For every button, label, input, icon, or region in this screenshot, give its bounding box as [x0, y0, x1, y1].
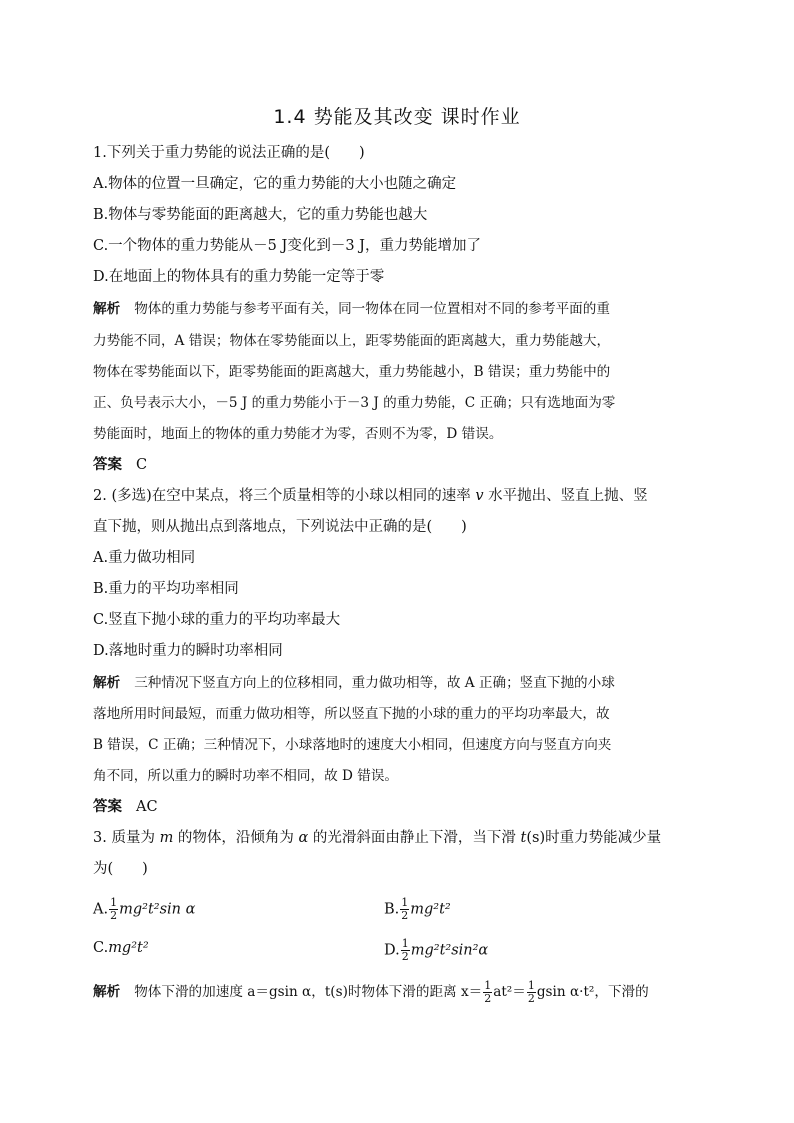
q2-stem-line-2: 直下抛，则从抛出点到落地点，下列说法中正确的是( )	[93, 519, 467, 535]
q2-analysis-line-1: 解析 三种情况下竖直方向上的位移相同，重力做功相等，故 A 正确；竖直下抛的小球	[93, 675, 615, 691]
fraction-one-half: $\frac{1}{2}$	[401, 937, 409, 963]
q3-option-a: A. $\frac{1}{2}$ mg²t²sin α	[93, 896, 196, 922]
q2-analysis-line-2: 落地所用时间最短，而重力做功相等，所以竖直下抛的小球的重力的平均功率最大，故	[93, 706, 610, 722]
q1-answer-label: 答案	[93, 457, 122, 473]
q3-analysis-label: 解析	[93, 984, 121, 1000]
q1-analysis-line-5: 势能面时，地面上的物体的重力势能才为零，否则不为零，D 错误。	[93, 426, 503, 442]
q1-answer-value: C	[136, 457, 148, 473]
q2-answer	[93, 797, 158, 817]
q1-answer	[93, 455, 147, 475]
q1-analysis-label: 解析	[93, 301, 121, 317]
q1-analysis-line-1: 解析 物体的重力势能与参考平面有关，同一物体在同一位置相对不同的参考平面的重	[93, 301, 610, 317]
q1-option-d: D.在地面上的物体具有的重力势能一定等于零	[93, 269, 385, 285]
fraction-one-half: $\frac{1}{2}$	[110, 896, 118, 922]
page-title: 1.4 势能及其改变 课时作业	[273, 106, 521, 128]
fraction-one-half: $\frac{1}{2}$	[527, 979, 535, 1005]
q2-option-b: B.重力的平均功率相同	[93, 581, 239, 597]
q3-option-d: D. $\frac{1}{2}$ mg²t²sin²α	[384, 937, 489, 963]
q2-analysis-line-4: 角不同，所以重力的瞬时功率不相同，故 D 错误。	[93, 768, 399, 784]
q2-option-a: A.重力做功相同	[93, 550, 196, 566]
q2-stem-line-1: 2. (多选)在空中某点，将三个质量相等的小球以相同的速率 v 水平抛出、竖直上抛、竖	[93, 488, 648, 504]
q1-option-b: B.物体与零势能面的距离越大，它的重力势能也越大	[93, 207, 428, 223]
fraction-one-half: $\frac{1}{2}$	[484, 979, 492, 1005]
q1-analysis-line-3: 物体在零势能面以下，距零势能面的距离越大，重力势能越小，B 错误；重力势能中的	[93, 364, 611, 380]
q2-analysis-label: 解析	[93, 675, 121, 691]
q1-option-a: A.物体的位置一旦确定，它的重力势能的大小也随之确定	[93, 176, 457, 192]
q3-option-b: B. $\frac{1}{2}$ mg²t²	[384, 896, 451, 922]
q3-stem-line-2: 为( )	[93, 861, 148, 877]
q2-answer-value: AC	[136, 799, 158, 815]
q1-analysis-line-2: 力势能不同，A 错误；物体在零势能面以上，距零势能面的距离越大，重力势能越大，	[93, 333, 611, 349]
q3-stem-line-1: 3. 质量为 m 的物体，沿倾角为 α 的光滑斜面由静止下滑，当下滑 t(s)时重力势能减少量	[93, 830, 662, 846]
q2-analysis-line-3: B 错误，C 正确；三种情况下，小球落地时的速度大小相同，但速度方向与竖直方向夹	[93, 737, 612, 753]
q3-option-c: C.mg²t²	[93, 940, 149, 956]
q1-option-c: C.一个物体的重力势能从－5 J变化到－3 J，重力势能增加了	[93, 238, 481, 254]
q2-option-c: C.竖直下抛小球的重力的平均功率最大	[93, 612, 341, 628]
q3-analysis-line-1: 解析 物体下滑的加速度 a＝gsin α，t(s)时物体下滑的距离 x＝ $\frac{1}{2}$ at²＝ $\frac{1}{2}$ gsin α·t²，下滑的	[93, 979, 649, 1005]
fraction-one-half: $\frac{1}{2}$	[401, 896, 409, 922]
q2-option-d: D.落地时重力的瞬时功率相同	[93, 643, 283, 659]
q1-analysis-line-4: 正、负号表示大小，－5 J 的重力势能小于－3 J 的重力势能，C 正确；只有选地面为零	[93, 395, 616, 411]
q1-stem: 1.下列关于重力势能的说法正确的是( )	[93, 145, 365, 161]
q2-answer-label: 答案	[93, 799, 122, 815]
